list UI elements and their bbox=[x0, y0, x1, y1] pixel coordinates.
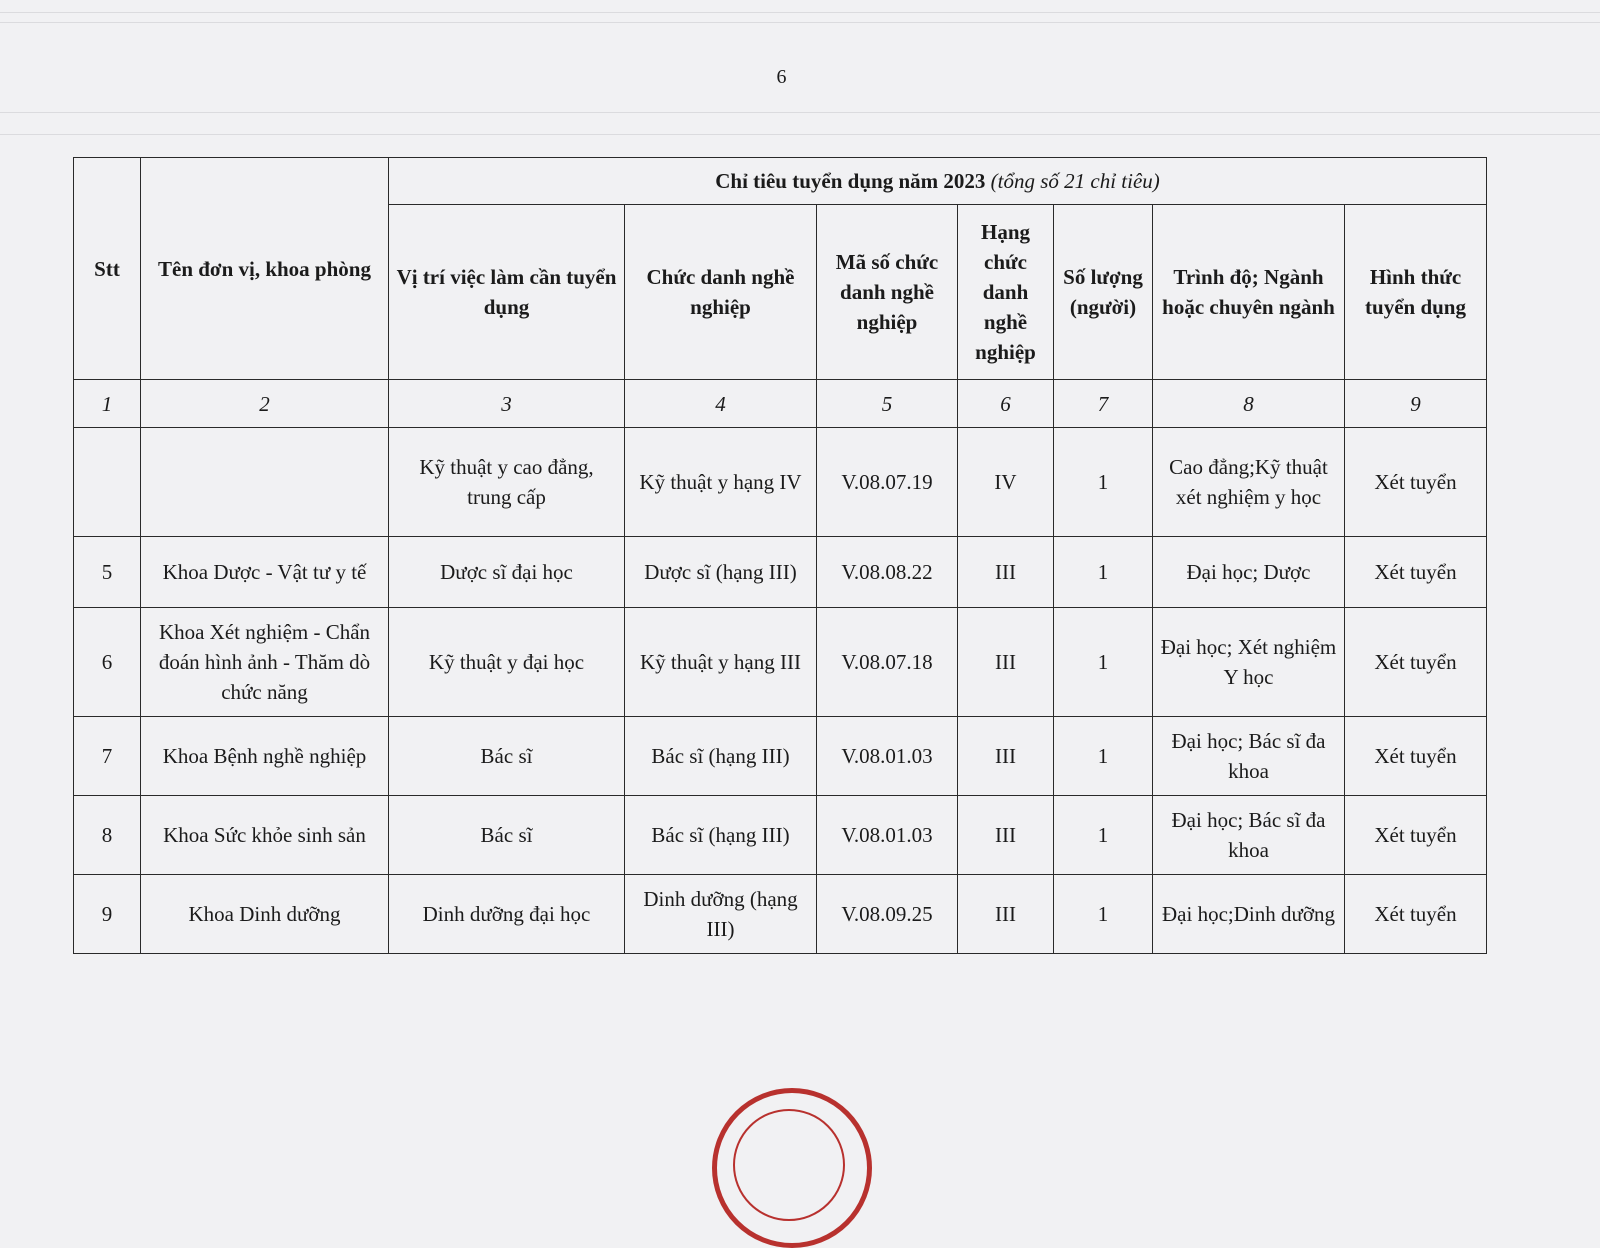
cell-title: Bác sĩ (hạng III) bbox=[625, 717, 817, 796]
cell-title: Kỹ thuật y hạng III bbox=[625, 608, 817, 717]
column-number: 9 bbox=[1345, 380, 1487, 428]
cell-position: Dược sĩ đại học bbox=[389, 537, 625, 608]
cell-unit: Khoa Dược - Vật tư y tế bbox=[141, 537, 389, 608]
cell-code: V.08.09.25 bbox=[817, 875, 958, 954]
cell-position: Kỹ thuật y đại học bbox=[389, 608, 625, 717]
cell-qualification: Đại học; Bác sĩ đa khoa bbox=[1153, 796, 1345, 875]
official-seal-inner-ring bbox=[733, 1109, 845, 1221]
cell-title: Dinh dưỡng (hạng III) bbox=[625, 875, 817, 954]
column-number: 4 bbox=[625, 380, 817, 428]
cell-unit: Khoa Sức khỏe sinh sản bbox=[141, 796, 389, 875]
cell-quantity: 1 bbox=[1054, 537, 1153, 608]
cell-position: Bác sĩ bbox=[389, 796, 625, 875]
official-seal bbox=[712, 1088, 872, 1248]
header-title: Chức danh nghề nghiệp bbox=[625, 205, 817, 380]
cell-unit: Khoa Dinh dưỡng bbox=[141, 875, 389, 954]
cell-code: V.08.01.03 bbox=[817, 717, 958, 796]
cell-method: Xét tuyển bbox=[1345, 537, 1487, 608]
column-number: 6 bbox=[958, 380, 1054, 428]
cell-rank: III bbox=[958, 875, 1054, 954]
column-number: 1 bbox=[74, 380, 141, 428]
header-group-title: Chỉ tiêu tuyển dụng năm 2023 bbox=[715, 169, 986, 193]
cell-rank: III bbox=[958, 608, 1054, 717]
cell-quantity: 1 bbox=[1054, 875, 1153, 954]
cell-quantity: 1 bbox=[1054, 428, 1153, 537]
column-number: 3 bbox=[389, 380, 625, 428]
cell-method: Xét tuyển bbox=[1345, 875, 1487, 954]
cell-unit bbox=[141, 428, 389, 537]
cell-method: Xét tuyển bbox=[1345, 608, 1487, 717]
cell-code: V.08.01.03 bbox=[817, 796, 958, 875]
cell-title: Bác sĩ (hạng III) bbox=[625, 796, 817, 875]
table-row bbox=[74, 608, 1487, 717]
column-number-row bbox=[74, 380, 1487, 428]
cell-code: V.08.08.22 bbox=[817, 537, 958, 608]
cell-qualification: Cao đẳng;Kỹ thuật xét nghiệm y học bbox=[1153, 428, 1345, 537]
cell-rank: III bbox=[958, 796, 1054, 875]
table-row bbox=[74, 717, 1487, 796]
cell-rank: III bbox=[958, 717, 1054, 796]
cell-unit: Khoa Xét nghiệm - Chẩn đoán hình ảnh - Thăm dò chức năng bbox=[141, 608, 389, 717]
column-number: 7 bbox=[1054, 380, 1153, 428]
cell-position: Kỹ thuật y cao đẳng, trung cấp bbox=[389, 428, 625, 537]
cell-qualification: Đại học; Dược bbox=[1153, 537, 1345, 608]
column-number: 5 bbox=[817, 380, 958, 428]
column-number: 2 bbox=[141, 380, 389, 428]
cell-code: V.08.07.18 bbox=[817, 608, 958, 717]
cell-method: Xét tuyển bbox=[1345, 428, 1487, 537]
cell-position: Dinh dưỡng đại học bbox=[389, 875, 625, 954]
cell-title: Kỹ thuật y hạng IV bbox=[625, 428, 817, 537]
cell-quantity: 1 bbox=[1054, 796, 1153, 875]
cell-qualification: Đại học; Xét nghiệm Y học bbox=[1153, 608, 1345, 717]
cell-quantity: 1 bbox=[1054, 608, 1153, 717]
header-rank: Hạng chức danh nghề nghiệp bbox=[958, 205, 1054, 380]
header-unit: Tên đơn vị, khoa phòng bbox=[141, 158, 389, 380]
cell-code: V.08.07.19 bbox=[817, 428, 958, 537]
page-number: 6 bbox=[776, 66, 787, 88]
cell-title: Dược sĩ (hạng III) bbox=[625, 537, 817, 608]
recruitment-table bbox=[73, 157, 1487, 954]
cell-stt: 7 bbox=[74, 717, 141, 796]
header-position: Vị trí việc làm cần tuyển dụng bbox=[389, 205, 625, 380]
cell-qualification: Đại học; Bác sĩ đa khoa bbox=[1153, 717, 1345, 796]
header-group-note: (tổng số 21 chỉ tiêu) bbox=[990, 169, 1160, 193]
cell-unit: Khoa Bệnh nghề nghiệp bbox=[141, 717, 389, 796]
cell-stt bbox=[74, 428, 141, 537]
cell-method: Xét tuyển bbox=[1345, 796, 1487, 875]
cell-rank: IV bbox=[958, 428, 1054, 537]
header-code: Mã số chức danh nghề nghiệp bbox=[817, 205, 958, 380]
cell-rank: III bbox=[958, 537, 1054, 608]
column-number: 8 bbox=[1153, 380, 1345, 428]
cell-qualification: Đại học;Dinh dưỡng bbox=[1153, 875, 1345, 954]
table-row bbox=[74, 428, 1487, 537]
header-stt: Stt bbox=[74, 158, 141, 380]
cell-stt: 5 bbox=[74, 537, 141, 608]
header-qualification: Trình độ; Ngành hoặc chuyên ngành bbox=[1153, 205, 1345, 380]
header-method: Hình thức tuyển dụng bbox=[1345, 205, 1487, 380]
cell-position: Bác sĩ bbox=[389, 717, 625, 796]
cell-method: Xét tuyển bbox=[1345, 717, 1487, 796]
cell-quantity: 1 bbox=[1054, 717, 1153, 796]
cell-stt: 8 bbox=[74, 796, 141, 875]
header-quantity: Số lượng (người) bbox=[1054, 205, 1153, 380]
table-row bbox=[74, 875, 1487, 954]
table-row bbox=[74, 796, 1487, 875]
table-row bbox=[74, 537, 1487, 608]
header-group bbox=[389, 158, 1487, 205]
cell-stt: 6 bbox=[74, 608, 141, 717]
cell-stt: 9 bbox=[74, 875, 141, 954]
